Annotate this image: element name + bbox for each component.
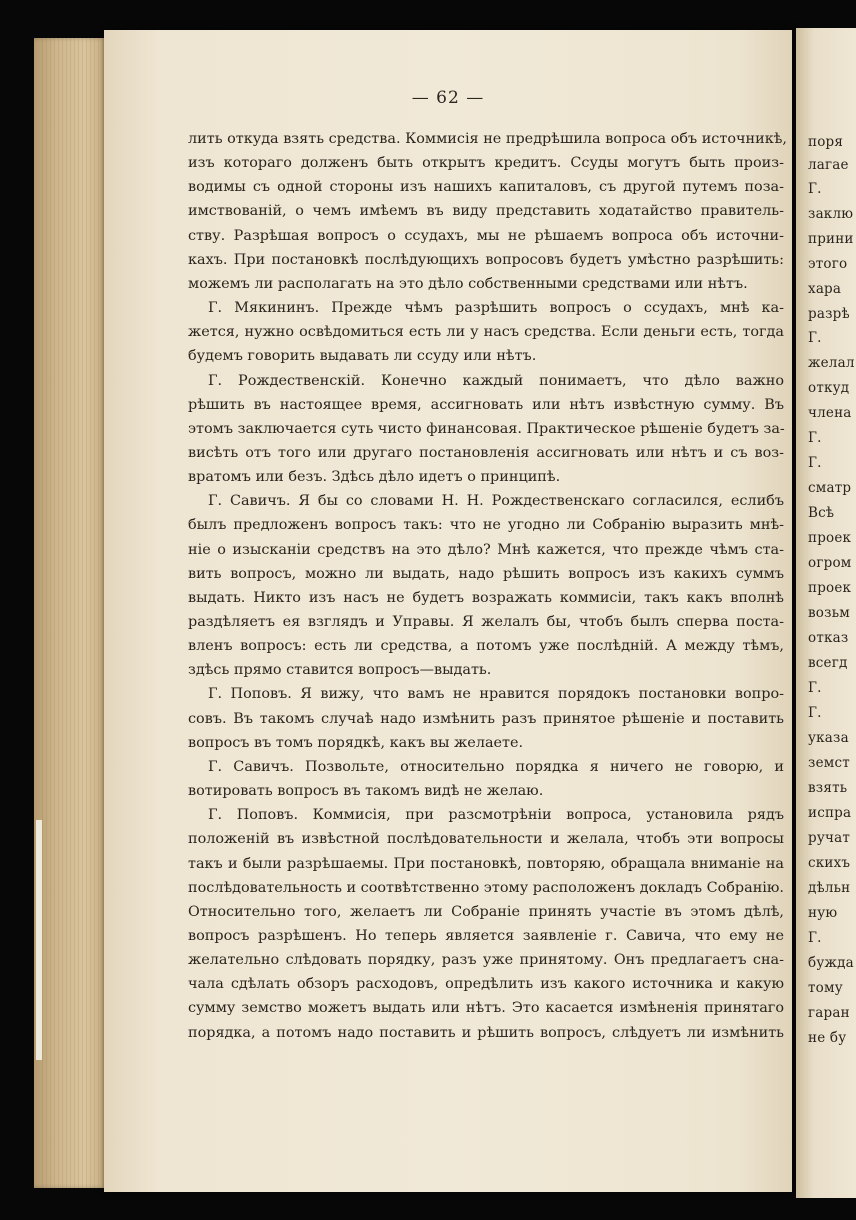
facing-text-fragment: бужда: [808, 955, 854, 971]
facing-text-fragment: Г.: [808, 330, 822, 346]
text-line: изъ котораго долженъ быть открытъ кредитъ. Ссуды могутъ быть произ-: [188, 155, 784, 172]
text-line: Г. Мякининъ. Прежде чѣмъ разрѣшить вопросъ о ссудахъ, мнѣ ка-: [208, 300, 784, 316]
facing-text-fragment: Всѣ: [808, 505, 835, 521]
text-line: послѣдовательность и соотвѣтственно этому расположенъ докладъ Собранію.: [188, 879, 784, 896]
facing-text-fragment: лагае: [808, 157, 849, 173]
facing-text-fragment: заклю: [808, 206, 854, 222]
text-line: ніе о изысканіи средствъ на это дѣло? Мнѣ кажется, что прежде чѣмъ ста-: [188, 541, 784, 558]
facing-text-fragment: этого: [808, 256, 848, 272]
text-line: Г. Савичъ. Позвольте, относительно порядка я ничего не говорю, и: [208, 758, 784, 775]
text-line: рѣшить въ настоящее время, ассигновать или нѣтъ извѣстную сумму. Въ: [188, 396, 784, 413]
text-line: Относительно того, желаетъ ли Собраніе принять участіе въ этомъ дѣлѣ,: [188, 903, 784, 920]
facing-text-fragment: откуд: [808, 380, 850, 396]
text-line: кахъ. При постановкѣ послѣдующихъ вопросовъ будетъ умѣстно разрѣшить:: [188, 251, 784, 268]
text-line: порядка, а потомъ надо поставить и рѣшить вопросъ, слѣдуетъ ли измѣнить: [188, 1024, 784, 1041]
text-line: вотировать вопросъ въ такомъ видѣ не желаю.: [188, 783, 544, 799]
text-line: вратомъ или безъ. Здѣсь дѣло идетъ о принципѣ.: [188, 469, 561, 486]
facing-text-fragment: хара: [808, 281, 842, 297]
text-line: такъ и были разрѣшаемы. При постановкѣ, повторяю, обращала вниманіе на: [188, 855, 784, 872]
text-line: выдать. Никто изъ насъ не будетъ возражать коммисіи, такъ какъ вполнѣ: [188, 589, 784, 606]
facing-text-fragment: ручат: [808, 830, 851, 846]
text-line: вопросъ въ томъ порядкѣ, какъ вы желаете.: [188, 734, 524, 751]
book-page-edges: [34, 38, 106, 1188]
text-line: можемъ ли располагать на это дѣло собственными средствами или нѣтъ.: [188, 275, 748, 292]
facing-text-fragment: разрѣ: [808, 306, 850, 322]
text-line: здѣсь прямо ставится вопросъ—выдать.: [188, 662, 492, 679]
text-line: лить откуда взять средства. Коммисія не предрѣшила вопроса объ источникѣ,: [188, 131, 787, 147]
text-line: Г. Рождественскій. Конечно каждый понимаетъ, что дѣло важно: [208, 372, 784, 389]
facing-text-fragment: сматр: [808, 480, 852, 496]
facing-text-fragment: тому: [808, 980, 843, 996]
facing-text-fragment: скихъ: [808, 855, 851, 871]
text-line: жется, нужно освѣдомиться есть ли у насъ средства. Если деньги есть, тогда: [188, 324, 784, 341]
paper-slip: [36, 820, 42, 1060]
facing-text-fragment: Г.: [808, 181, 822, 197]
text-line: вопросъ разрѣшенъ. Но теперь является заявленіе г. Савича, что ему не: [188, 927, 784, 944]
text-line: этомъ заключается суть чисто финансовая. Практическое рѣшеніе будетъ за-: [188, 420, 785, 437]
facing-text-fragment: поря: [808, 134, 844, 150]
text-line: чала сдѣлать обзоръ расходовъ, опредѣлить изъ какого источника и какую: [188, 976, 784, 993]
text-line: вленъ вопросъ: есть ли средства, а потомъ уже послѣдній. А между тѣмъ,: [188, 638, 784, 655]
text-line: сумму земство можетъ выдать или нѣтъ. Это касается измѣненія принятаго: [188, 1000, 784, 1017]
text-line: Г. Поповъ. Я вижу, что вамъ не нравится порядокъ постановки вопро-: [208, 686, 784, 703]
facing-text-fragment: проек: [808, 530, 852, 546]
facing-text-fragment: испра: [808, 805, 852, 821]
facing-text-fragment: Г.: [808, 430, 822, 446]
text-line: ству. Разрѣшая вопросъ о ссудахъ, мы не рѣшаемъ вопроса объ источни-: [188, 227, 784, 244]
facing-text-fragment: ную: [808, 905, 838, 921]
text-line: Г. Савичъ. Я бы со словами Н. Н. Рождественскаго согласился, еслибъ: [208, 493, 784, 510]
facing-text-fragment: члена: [808, 405, 852, 421]
text-line: вить вопросъ, можно ли выдать, надо рѣшить вопросъ изъ какихъ суммъ: [188, 565, 784, 582]
text-line: будемъ говорить выдавать ли ссуду или нѣтъ.: [188, 348, 537, 365]
facing-text-fragment: желал: [808, 355, 855, 371]
facing-page-edge: [796, 28, 856, 1198]
text-line: совъ. Въ такомъ случаѣ надо измѣнить разъ принятое рѣшеніе и поставить: [188, 710, 784, 727]
facing-text-fragment: Г.: [808, 705, 822, 721]
book-page: [104, 30, 792, 1192]
facing-text-fragment: Г.: [808, 930, 822, 946]
facing-text-fragment: гаран: [808, 1005, 850, 1021]
text-line: имствованій, о чемъ имѣемъ въ виду представить ходатайство правитель-: [188, 203, 784, 220]
facing-text-fragment: указа: [808, 730, 849, 746]
facing-text-fragment: дѣльн: [808, 880, 851, 896]
facing-text-fragment: прини: [808, 231, 854, 247]
text-line: былъ предложенъ вопросъ такъ: что не угодно ли Собранію выразить мнѣ-: [188, 517, 784, 534]
facing-text-fragment: не бу: [808, 1030, 847, 1046]
facing-text-fragment: огром: [808, 555, 852, 571]
text-line: Г. Поповъ. Коммисія, при разсмотрѣніи вопроса, установила рядъ: [208, 807, 784, 824]
facing-text-fragment: всегд: [808, 655, 848, 671]
text-line: раздѣляетъ ея взглядъ и Управы. Я желалъ бы, чтобъ былъ сперва поста-: [188, 614, 784, 630]
facing-text-fragment: Г.: [808, 455, 822, 471]
facing-text-fragment: Г.: [808, 680, 822, 696]
text-line: водимы съ одной стороны изъ нашихъ капиталовъ, съ другой путемъ поза-: [188, 179, 784, 196]
text-line: положеній въ извѣстной послѣдовательности и желала, чтобъ эти вопросы: [188, 831, 784, 848]
text-line: висѣть отъ того или другаго постановленія ассигновать или нѣтъ и съ воз-: [188, 444, 784, 461]
facing-text-fragment: взять: [808, 780, 848, 796]
text-line: желательно слѣдовать порядку, разъ уже принятому. Онъ предлагаетъ сна-: [188, 952, 784, 969]
facing-text-fragment: возьм: [808, 605, 850, 621]
facing-text-fragment: проек: [808, 580, 852, 596]
facing-text-fragment: отказ: [808, 630, 849, 646]
facing-text-fragment: земст: [808, 755, 850, 771]
page-number: — 62 —: [411, 88, 485, 108]
